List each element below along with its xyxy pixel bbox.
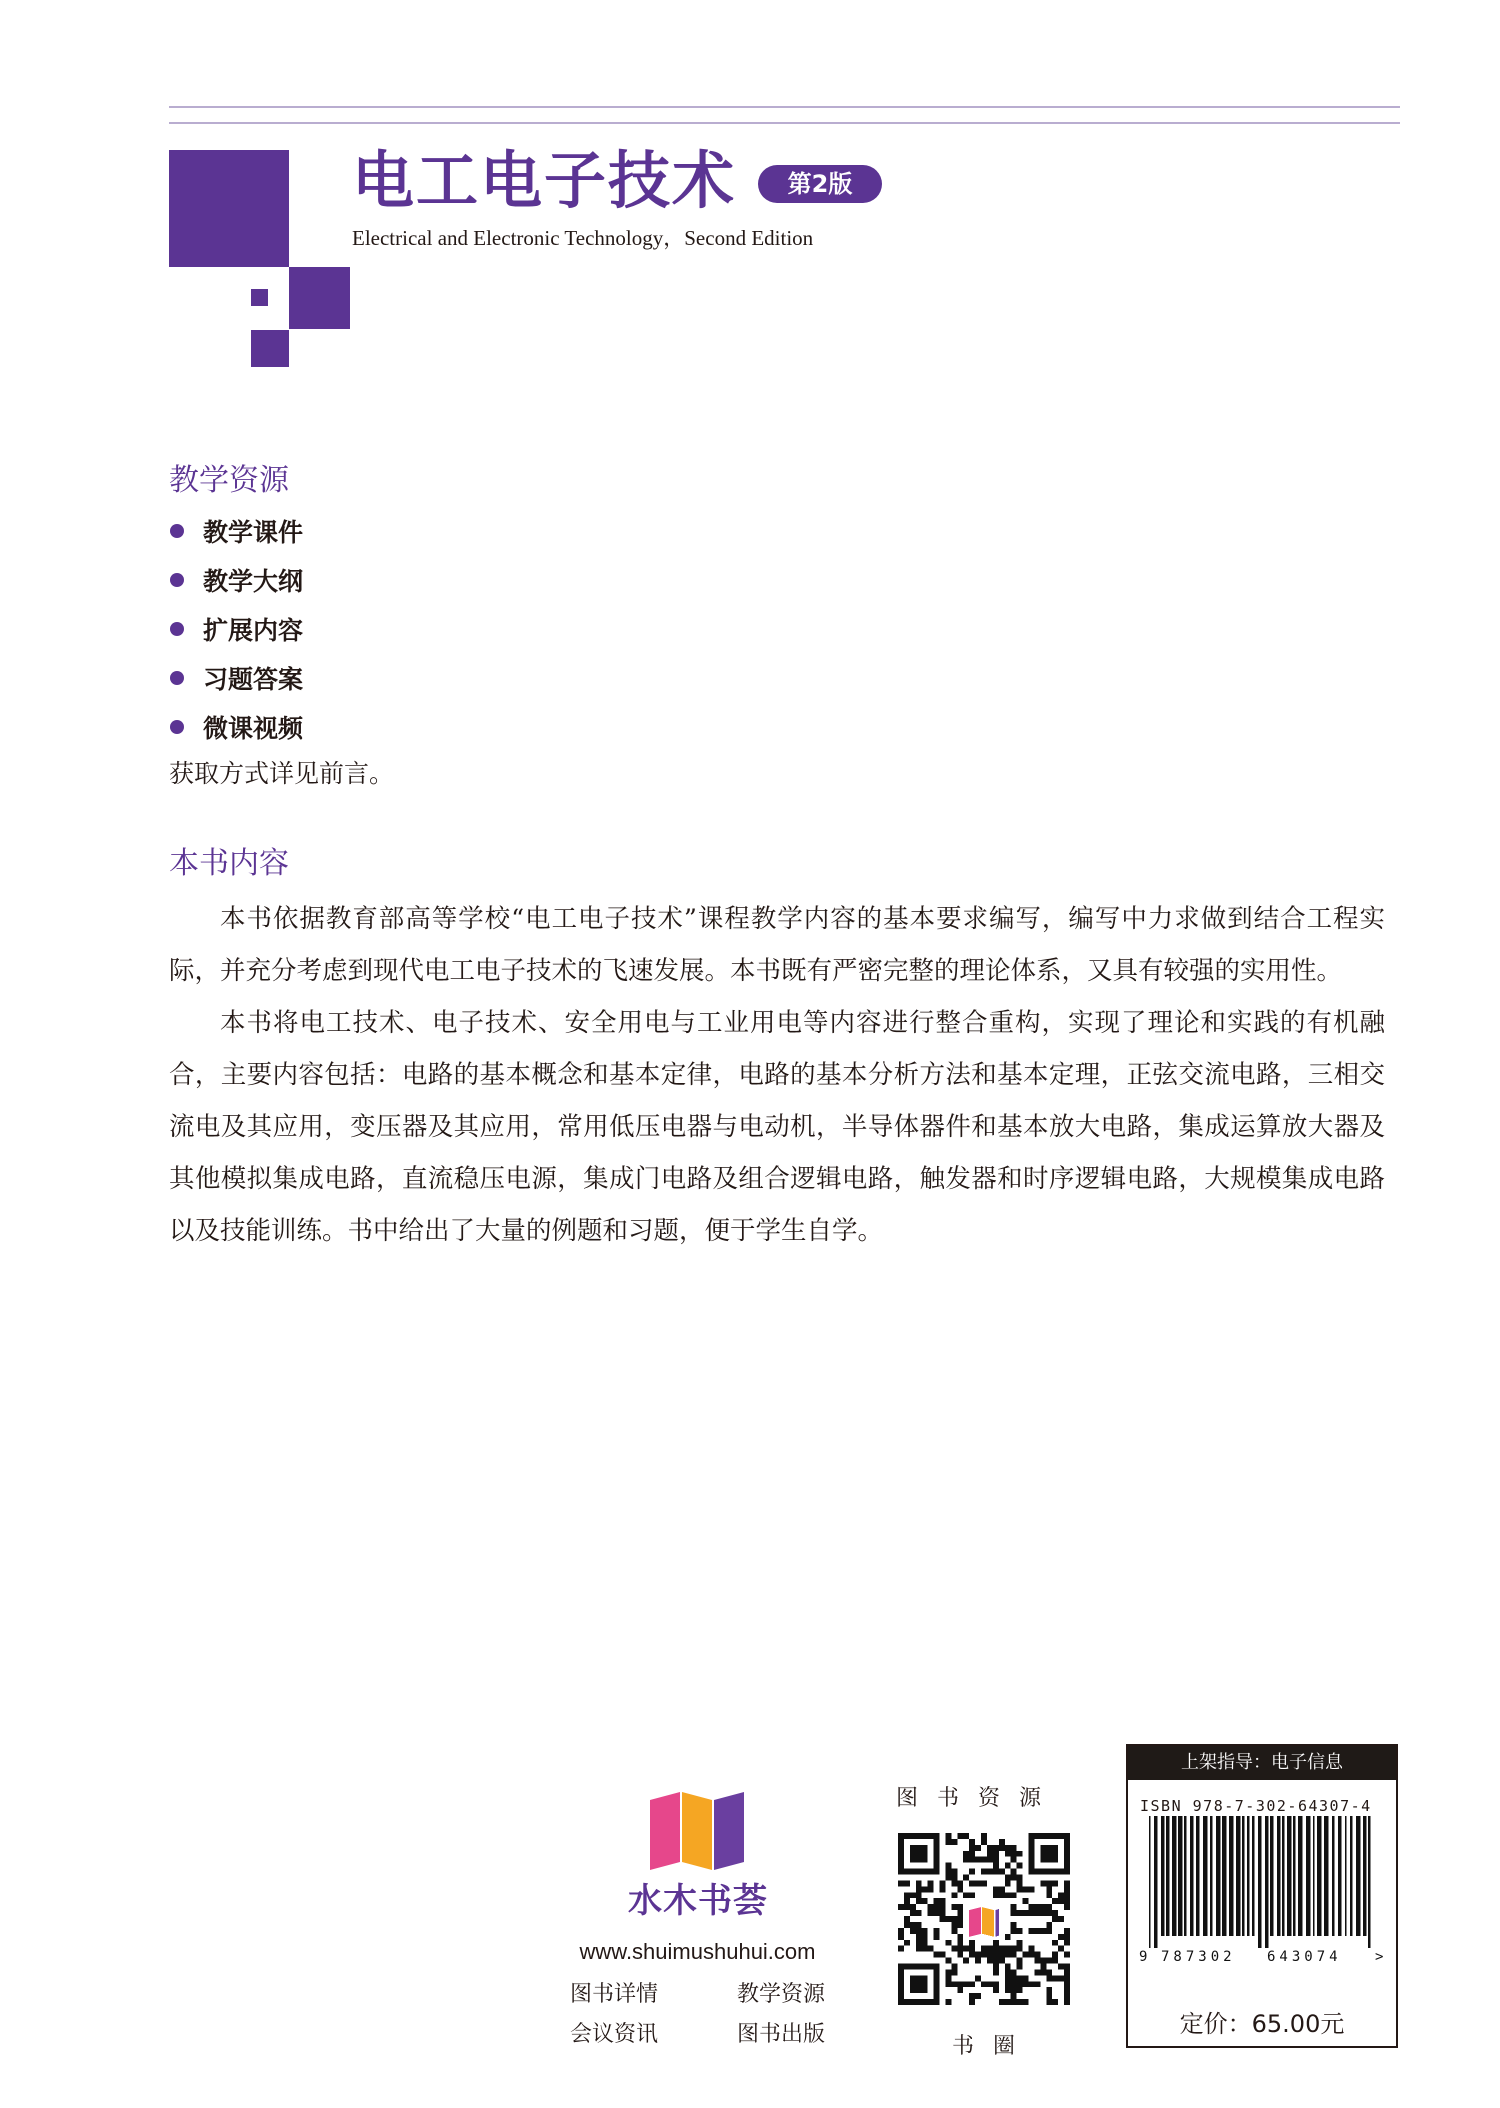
qr-logo-orange	[982, 1907, 994, 1937]
barcode-icon	[1139, 1816, 1387, 1968]
price-label: 定价：65.00元	[1179, 2010, 1345, 2038]
logo-orange-panel	[682, 1792, 712, 1870]
publisher-name: 水木书荟	[628, 1881, 768, 1921]
bullet-icon	[170, 671, 184, 685]
edition-badge: 第2版	[758, 165, 882, 203]
content-paragraph-2: 本书将电工技术、电子技术、安全用电与工业用电等内容进行整合重构，实现了理论和实践的有机融合，主要内容包括：电路的基本概念和基本定律，电路的基本分析方法和基本定理，正弦交流电路，三相交流电及其应用，变压器及其应用，常用低压电器与电动机，半导体器件和基本放大电路，集成运算放大器及其他模拟集成电路，直流稳压电源，集成门电路及组合逻辑电路，触发器和时序逻辑电路，大规模集成电路以及技能训练。书中给出了大量的例题和习题，便于学生自学。	[169, 1008, 1385, 1246]
top-rule-2	[169, 122, 1400, 124]
bullet-icon	[170, 720, 184, 734]
qr-label-top: 图书资源	[896, 1786, 1061, 1811]
link-conference-news[interactable]: 会议资讯	[570, 2022, 659, 2047]
bullet-icon	[170, 573, 184, 587]
content-paragraph-1: 本书依据教育部高等学校“电工电子技术”课程教学内容的基本要求编写，编写中力求做到结合工程实际，并充分考虑到现代电工电子技术的飞速发展。本书既有严密完整的理论体系，又具有较强的实用性。	[169, 904, 1385, 986]
list-item: 教学课件	[169, 506, 303, 555]
bullet-icon	[170, 524, 184, 538]
list-item: 微课视频	[169, 702, 303, 751]
shelving-category: 上架指导：电子信息	[1128, 1746, 1396, 1780]
link-teaching-resources[interactable]: 教学资源	[736, 1982, 825, 2007]
barcode-digits: 9	[1139, 1949, 1152, 1965]
link-book-publishing[interactable]: 图书出版	[736, 2022, 825, 2047]
barcode-digits: 643074	[1267, 1949, 1342, 1965]
book-title-cn: 电工电子技术	[352, 144, 737, 217]
book-logo-icon	[650, 1790, 744, 1870]
content-heading: 本书内容	[169, 846, 289, 881]
list-item: 教学大纲	[169, 555, 303, 604]
resources-heading: 教学资源	[169, 463, 289, 498]
resources-list	[169, 506, 303, 751]
publisher-url[interactable]: www.shuimushuhui.com	[579, 1939, 816, 1964]
qr-logo-violet	[995, 1909, 999, 1937]
barcode-digits: 787302	[1161, 1949, 1236, 1965]
decor-block-small	[251, 289, 268, 306]
book-title-en: Electrical and Electronic Technology，Second Edition	[352, 226, 814, 250]
logo-violet-panel	[714, 1792, 744, 1870]
list-item: 习题答案	[169, 653, 303, 702]
logo-pink-panel	[650, 1792, 680, 1870]
publisher-links-row-2	[570, 2017, 825, 2048]
decor-block-large	[169, 150, 289, 267]
decor-block-lower	[251, 330, 289, 367]
bullet-icon	[170, 622, 184, 636]
top-rule-1	[169, 106, 1400, 108]
link-book-details[interactable]: 图书详情	[570, 1982, 659, 2007]
barcode-digits: >	[1375, 1949, 1387, 1965]
qr-logo-pink	[969, 1907, 981, 1937]
access-note: 获取方式详见前言。	[169, 759, 395, 788]
list-item: 扩展内容	[169, 604, 303, 653]
publisher-links-row-1	[570, 1977, 825, 2008]
decor-block-medium	[289, 267, 350, 329]
qr-code-icon[interactable]	[898, 1833, 1070, 2005]
qr-label-bottom: 书圈	[952, 2034, 1035, 2059]
isbn-number: ISBN 978-7-302-64307-4	[1140, 1797, 1372, 1815]
